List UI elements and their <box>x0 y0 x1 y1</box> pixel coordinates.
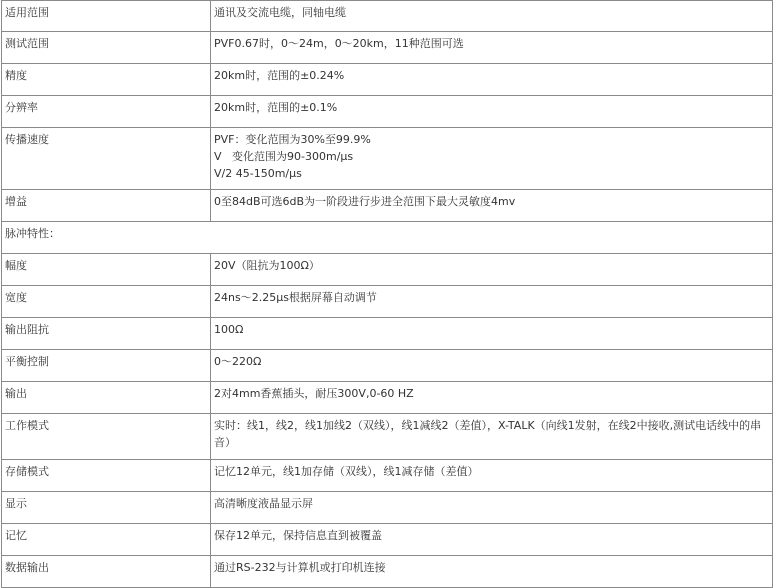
value-text: PVF：变化范围为30%至99.9% <box>214 133 371 146</box>
row-label: 记忆 <box>2 524 211 556</box>
row-label: 传播速度 <box>2 128 211 190</box>
row-value <box>211 128 773 190</box>
table-row <box>2 350 773 382</box>
row-label: 显示 <box>2 492 211 524</box>
value-text: 2对4mm香蕉插头，耐压300V,0-60 HZ <box>214 387 414 400</box>
row-value <box>211 524 773 556</box>
value-text: 0至84dB可选6dB为一阶段进行步进全范围下最大灵敏度4mv <box>214 195 516 208</box>
row-label: 工作模式 <box>2 414 211 460</box>
table-row <box>2 64 773 96</box>
row-label: 测试范围 <box>2 32 211 64</box>
value-text: PVF0.67时，0～24m，0～20km，11种范围可选 <box>214 37 464 50</box>
table-row <box>2 382 773 414</box>
table-row <box>2 128 773 190</box>
row-label: 存储模式 <box>2 460 211 492</box>
table-row <box>2 190 773 222</box>
row-value <box>211 64 773 96</box>
row-value <box>211 350 773 382</box>
value-text: 实时：线1，线2，线1加线2（双线），线1减线2（差值），X-TALK（向线1发射，在线2中接收,测试电话线中的串音） <box>214 419 762 449</box>
row-label: 宽度 <box>2 286 211 318</box>
value-text: 通过RS-232与计算机或打印机连接 <box>214 561 386 574</box>
table-row <box>2 286 773 318</box>
row-label: 增益 <box>2 190 211 222</box>
row-label: 数据输出 <box>2 556 211 588</box>
row-label: 精度 <box>2 64 211 96</box>
table-row <box>2 414 773 460</box>
value-text: 保存12单元，保持信息直到被覆盖 <box>214 529 382 542</box>
row-label: 适用范围 <box>2 1 211 32</box>
row-value <box>211 32 773 64</box>
row-label: 分辨率 <box>2 96 211 128</box>
row-label: 输出阻抗 <box>2 318 211 350</box>
table-row <box>2 460 773 492</box>
table-row <box>2 254 773 286</box>
value-text: 通讯及交流电缆，同轴电缆 <box>214 6 346 19</box>
table-row <box>2 222 773 254</box>
table-row <box>2 32 773 64</box>
table-row <box>2 318 773 350</box>
row-value <box>211 96 773 128</box>
row-value <box>211 286 773 318</box>
table-row <box>2 556 773 588</box>
section-label: 脉冲特性： <box>2 222 773 254</box>
value-text: V 变化范围为90-300m/μs <box>214 150 354 163</box>
row-label: 幅度 <box>2 254 211 286</box>
spec-table <box>1 0 773 588</box>
value-text: 24ns～2.25μs根据屏幕自动调节 <box>214 291 377 304</box>
row-value <box>211 254 773 286</box>
row-label: 输出 <box>2 382 211 414</box>
value-text: 20km时，范围的±0.24% <box>214 69 345 82</box>
row-value <box>211 382 773 414</box>
row-value <box>211 556 773 588</box>
row-value <box>211 1 773 32</box>
value-text: 高清晰度液晶显示屏 <box>214 497 313 510</box>
row-value <box>211 190 773 222</box>
table-row <box>2 524 773 556</box>
value-text: 20km时，范围的±0.1% <box>214 101 338 114</box>
table-row <box>2 492 773 524</box>
table-row <box>2 1 773 32</box>
value-text: 0～220Ω <box>214 355 262 368</box>
value-text: V/2 45-150m/μs <box>214 167 302 180</box>
row-value <box>211 414 773 460</box>
value-text: 100Ω <box>214 323 244 336</box>
value-text: 记忆12单元，线1加存储（双线），线1减存储（差值） <box>214 465 479 478</box>
row-value <box>211 460 773 492</box>
value-text: 20V（阻抗为100Ω） <box>214 259 320 272</box>
table-row <box>2 96 773 128</box>
row-label: 平衡控制 <box>2 350 211 382</box>
row-value <box>211 492 773 524</box>
row-value <box>211 318 773 350</box>
